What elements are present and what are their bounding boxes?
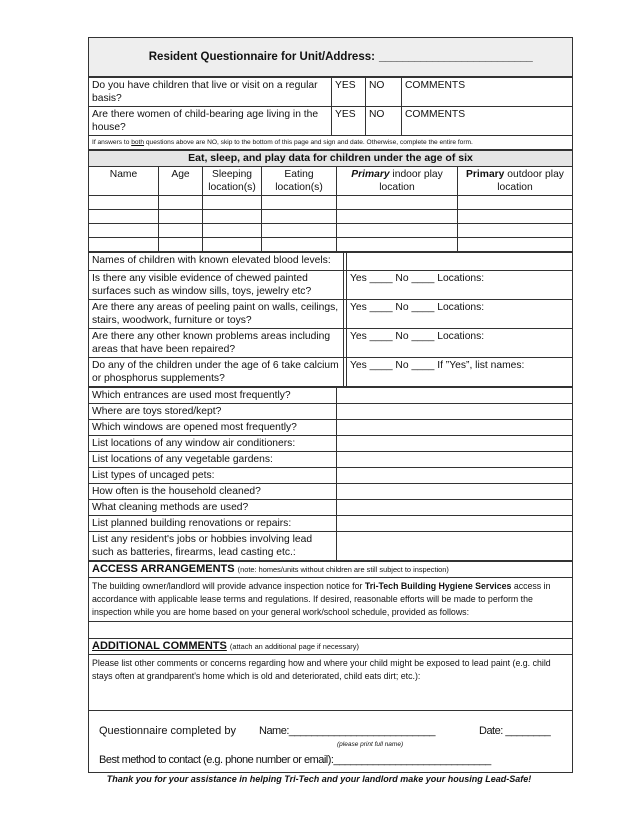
col-name: Name: [89, 167, 159, 196]
col-outdoor-play: [458, 167, 573, 196]
answer-field[interactable]: [337, 452, 573, 468]
note-emphasis: both: [131, 139, 145, 146]
note-text: questions above are NO, skip to the bottom of this page and sign and date. Otherwise, complete the entire form.: [144, 139, 473, 146]
answer-field[interactable]: [337, 388, 573, 404]
signoff-box: [88, 711, 573, 773]
household-question: List planned building renovations or repairs:: [89, 516, 337, 532]
answer-field[interactable]: [337, 468, 573, 484]
hazard-answer[interactable]: Yes ____ No ____ Locations:: [347, 271, 573, 300]
answer-field[interactable]: [337, 420, 573, 436]
col-indoor-text: indoor play location: [379, 169, 443, 193]
household-question: List locations of any vegetable gardens:: [89, 452, 337, 468]
contact-field[interactable]: Best method to contact (e.g. phone number or email):____________________________: [99, 754, 491, 766]
hazard-question: Are there any other known problems areas including areas that have been repaired?: [89, 329, 344, 358]
household-question: How often is the household cleaned?: [89, 484, 337, 500]
print-hint: (please print full name): [337, 741, 404, 748]
answer-field[interactable]: [337, 436, 573, 452]
access-note: (note: homes/units without children are still subject to inspection): [237, 565, 449, 574]
questionnaire-form: [88, 37, 573, 773]
answer-field[interactable]: [337, 532, 573, 561]
household-question: Where are toys stored/kept?: [89, 404, 337, 420]
no-option[interactable]: NO: [366, 78, 402, 107]
note-text: If answers to: [92, 139, 132, 146]
yes-option[interactable]: YES: [332, 107, 366, 136]
col-indoor-play: [337, 167, 458, 196]
household-question: List locations of any window air conditioners:: [89, 436, 337, 452]
screening-table: [88, 77, 573, 150]
name-field[interactable]: Name:__________________________: [259, 725, 435, 737]
household-question: What cleaning methods are used?: [89, 500, 337, 516]
additional-heading: [89, 639, 573, 655]
address-blank[interactable]: __________________________: [378, 51, 533, 63]
access-answer-field[interactable]: [89, 622, 573, 639]
household-questions-table: [88, 387, 573, 561]
additional-text[interactable]: Please list other comments or concerns regarding how and where your child might be exposed to lead paint (e.g. child stays often at grandparent's home which is old and deteriorated, child eats dirt; etc.):: [89, 655, 573, 711]
col-outdoor-emphasis: Primary: [466, 169, 505, 180]
additional-title: ADDITIONAL COMMENTS: [92, 640, 227, 652]
form-header: [88, 37, 573, 77]
hazards-table: [88, 252, 573, 387]
household-question: List types of uncaged pets:: [89, 468, 337, 484]
access-text: [89, 578, 573, 622]
company-name: Tri-Tech Building Hygiene Services: [364, 581, 512, 591]
children-data-table: [88, 150, 573, 252]
col-sleeping: Sleeping location(s): [203, 167, 262, 196]
blood-levels-field[interactable]: [347, 253, 573, 271]
form-title: Resident Questionnaire for Unit/Address:: [148, 51, 375, 63]
yes-option[interactable]: YES: [332, 78, 366, 107]
answer-field[interactable]: [337, 484, 573, 500]
col-age: Age: [159, 167, 203, 196]
answer-field[interactable]: [337, 404, 573, 420]
hazard-answer[interactable]: Yes ____ No ____ If ”Yes”, list names:: [347, 358, 573, 387]
hazard-question: Are there any areas of peeling paint on walls, ceilings, stairs, woodwork, furniture or toys?: [89, 300, 344, 329]
household-question: Which windows are opened most frequently?: [89, 420, 337, 436]
additional-note: (attach an additional page if necessary): [229, 642, 359, 651]
answer-field[interactable]: [337, 516, 573, 532]
household-question: Which entrances are used most frequently?: [89, 388, 337, 404]
completed-by-label: Questionnaire completed by: [99, 725, 236, 737]
skip-instructions: [89, 136, 573, 150]
access-text-part: The building owner/landlord will provide advance inspection notice for: [92, 581, 365, 591]
hazard-answer[interactable]: Yes ____ No ____ Locations:: [347, 329, 573, 358]
access-text-part: access in accordance with applicable lease terms and regulations. If desired, reasonable efforts will be made to perform the inspection while you are home based on your general work/school schedule, provided as follows:: [92, 581, 551, 617]
hazard-question: Do any of the children under the age of 6 take calcium or phosphorus supplements?: [89, 358, 344, 387]
col-indoor-emphasis: Primary: [351, 169, 390, 180]
access-heading: [89, 562, 573, 578]
comments-field[interactable]: COMMENTS: [402, 78, 573, 107]
question-children: Do you have children that live or visit on a regular basis?: [89, 78, 332, 107]
question-women: Are there women of child-bearing age living in the house?: [89, 107, 332, 136]
household-question: List any resident's jobs or hobbies involving lead such as batteries, firearms, lead casting etc.:: [89, 532, 337, 561]
child-row[interactable]: [89, 224, 573, 238]
col-eating: Eating location(s): [262, 167, 337, 196]
child-row[interactable]: [89, 210, 573, 224]
col-outdoor-text: outdoor play location: [497, 169, 564, 193]
comments-field[interactable]: COMMENTS: [402, 107, 573, 136]
hazard-answer[interactable]: Yes ____ No ____ Locations:: [347, 300, 573, 329]
hazard-question: Is there any visible evidence of chewed painted surfaces such as window sills, toys, jewelry etc?: [89, 271, 344, 300]
date-field[interactable]: Date: ________: [479, 725, 551, 737]
access-table: [88, 561, 573, 711]
answer-field[interactable]: [337, 500, 573, 516]
child-row[interactable]: [89, 196, 573, 210]
access-title: ACCESS ARRANGEMENTS: [92, 563, 235, 575]
child-row[interactable]: [89, 238, 573, 252]
no-option[interactable]: NO: [366, 107, 402, 136]
blood-levels-label: Names of children with known elevated blood levels:: [89, 253, 344, 271]
thank-you-note: Thank you for your assistance in helping Tri-Tech and your landlord make your housing Lead-Safe!: [106, 774, 532, 784]
children-table-band: Eat, sleep, and play data for children under the age of six: [89, 151, 573, 167]
